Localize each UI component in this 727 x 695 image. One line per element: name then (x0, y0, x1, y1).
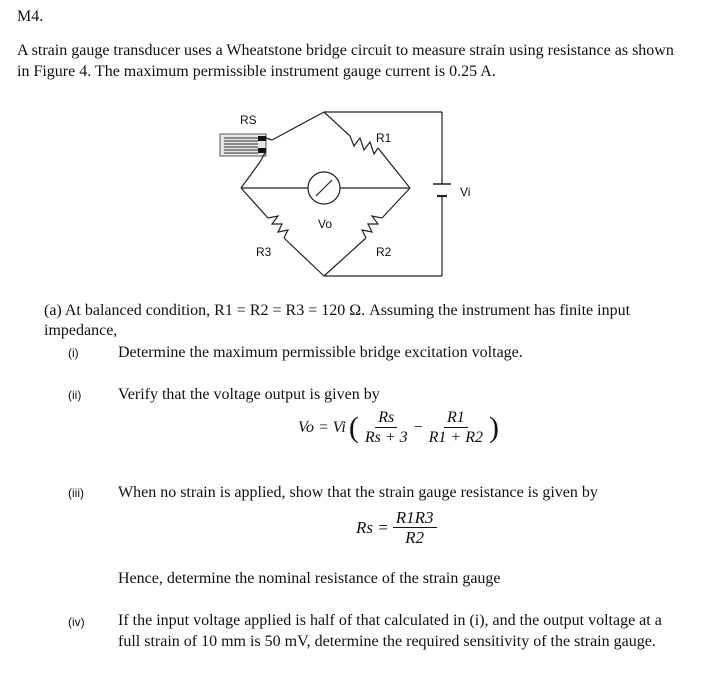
item-followup: Hence, determine the nominal resistance of the strain gauge (118, 570, 501, 587)
r1-label: R1 (376, 131, 392, 145)
equation-rs (356, 508, 437, 547)
eq1-frac2-den: R1 + R2 (428, 429, 483, 446)
item-text: Verify that the voltage output is given by (118, 386, 380, 403)
vi-label: Vi (460, 185, 470, 199)
wheatstone-bridge-figure (210, 100, 470, 290)
eq1-frac1-num: Rs (375, 408, 397, 428)
eq2-lhs: Rs = (356, 517, 389, 537)
item-numeral: (ii) (68, 388, 82, 402)
meter-needle (316, 180, 332, 196)
r3-label: R3 (256, 245, 272, 259)
question-number: M4. (17, 8, 44, 25)
bridge-wire (378, 148, 410, 188)
part-a-text: (a) At balanced condition, R1 = R2 = R3 = 120 Ω. Assuming the instrument has finite input impedance, (44, 302, 631, 339)
item-text: When no strain is applied, show that the strain gauge resistance is given by (118, 484, 598, 501)
question-intro: A strain gauge transducer uses a Wheatstone bridge circuit to measure strain using resistance as shown in Figure 4. The maximum permissible instrument gauge current is 0.25 A. (17, 42, 674, 80)
eq2-den: R2 (405, 528, 425, 547)
rs-label: RS (240, 113, 257, 127)
eq1-lhs: Vo = Vi (298, 418, 346, 436)
vo-label: Vo (318, 217, 333, 231)
eq1-frac2-num: R1 (444, 408, 468, 428)
bridge-wire (382, 188, 410, 218)
item-text: If the input voltage applied is half of that calculated in (i), and the output voltage at a full strain of 10 mm is 50 mV, determine the required sensitivity of the strain gauge. (118, 612, 662, 650)
r1-resistor (350, 136, 378, 154)
eq2-num: R1R3 (393, 508, 437, 528)
equation-vo: Vo = Vi ( $\frac{Rs}{Rs + 3}$ − $\frac{R1}{R1 + R2}$ ) (298, 409, 499, 446)
bridge-wire (284, 238, 324, 276)
bridge-wire (324, 112, 350, 136)
r2-label: R2 (376, 245, 392, 259)
strain-gauge-icon (220, 134, 272, 162)
bridge-wire (241, 188, 268, 218)
r3-resistor (268, 216, 288, 238)
item-numeral: (iii) (68, 486, 84, 500)
bridge-wire (272, 112, 324, 140)
eq1-frac1-den: Rs + 3 (364, 429, 408, 446)
bridge-wire (241, 162, 260, 188)
item-text: Determine the maximum permissible bridge excitation voltage. (118, 344, 523, 361)
r2-resistor (362, 216, 382, 238)
item-numeral: (iv) (68, 615, 85, 629)
eq1-minus: − (413, 418, 423, 436)
item-numeral: (i) (68, 346, 79, 360)
bridge-wire (324, 238, 366, 276)
